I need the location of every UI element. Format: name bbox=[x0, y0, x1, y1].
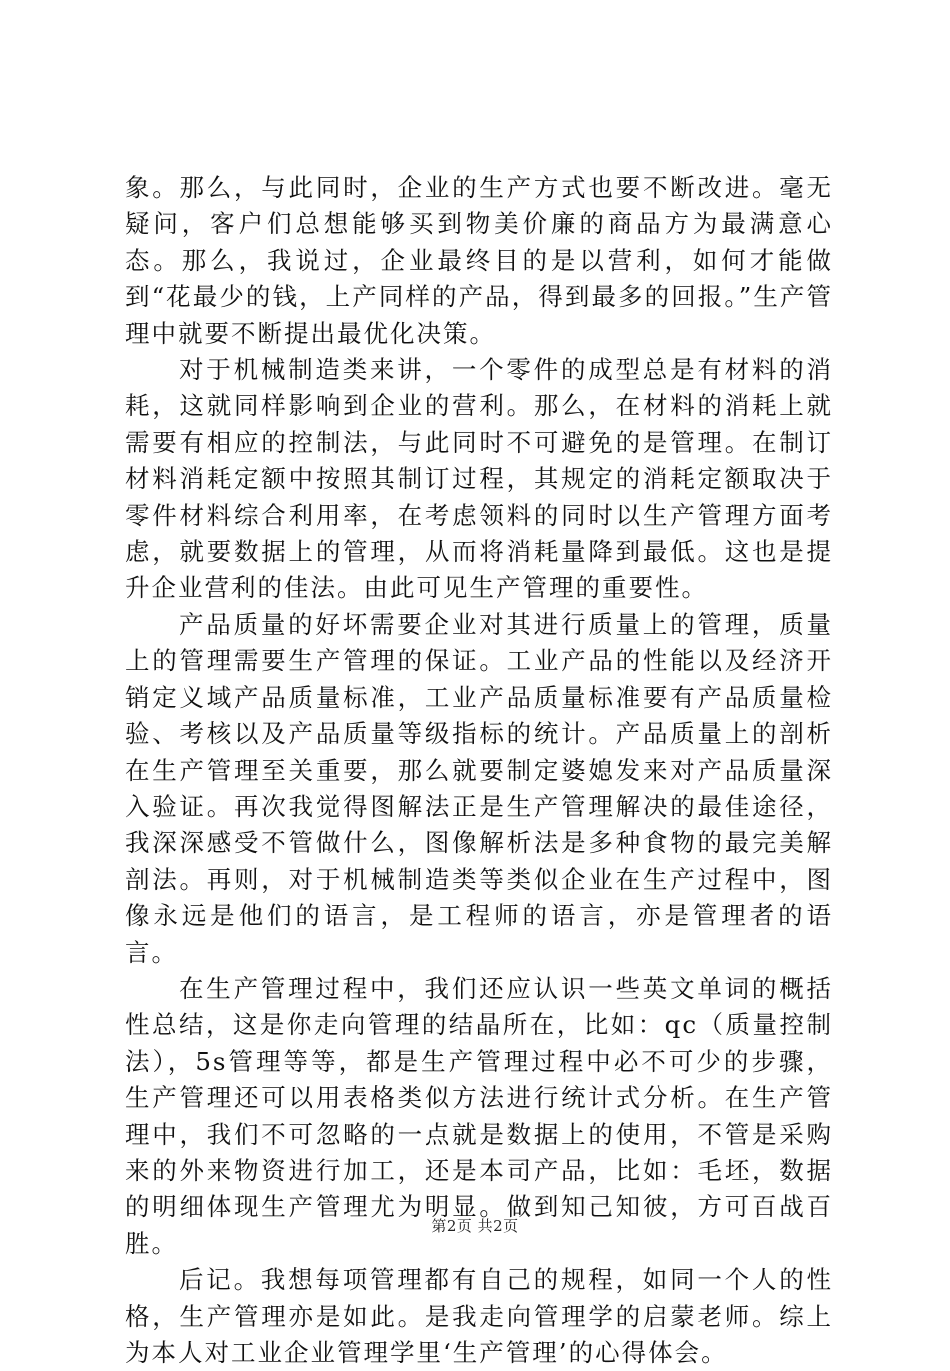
paragraph-material-consumption: 对于机械制造类来讲，一个零件的成型总是有材料的消耗，这就同样影响到企业的营利。那么，在材料的消耗上就需要有相应的控制法，与此同时不可避免的是管理。在制订材料消耗定额中按照其制订过程，其规定的消耗定额取决于零件材料综合利用率，在考虑领料的同时以生产管理方面考虑，就要数据上的管理，从而将消耗量降到最低。这也是提升企业营利的佳法。由此可见生产管理的重要性。 bbox=[125, 355, 833, 603]
paragraph-product-quality: 产品质量的好坏需要企业对其进行质量上的管理，质量上的管理需要生产管理的保证。工业产品的性能以及经济开销定义域产品质量标准，工业产品质量标准要有产品质量检验、考核以及产品质量等级指标的统计。产品质量上的剖析在生产管理至关重要，那么就要制定婆媳发来对产品质量深入验证。再次我觉得图解法正是生产管理解决的最佳途径，我深深感受不管做什么，图像解析法是多种食物的最完美解剖法。再则，对于机械制造类等类似企业在生产过程中，图像永远是他们的语言，是工程师的语言，亦是管理者的语言。 bbox=[125, 609, 833, 967]
paragraph-continued: 象。那么，与此同时，企业的生产方式也要不断改进。毫无疑问，客户们总想能够买到物美价廉的商品方为最满意心态。那么，我说过，企业最终目的是以营利，如何才能做到“花最少的钱，上产同样的产品，得到最多的回报。”生产管理中就要不断提出最优化决策。 bbox=[125, 173, 833, 348]
page-number-footer: 第2页 共2页 bbox=[431, 1217, 519, 1235]
paragraph-management-terms: 在生产管理过程中，我们还应认识一些英文单词的概括性总结，这是你走向管理的结晶所在，比如：qc（质量控制法），5s管理等等，都是生产管理过程中必不可少的步骤，生产管理还可以用表格类似方法进行统计式分析。在生产管理中，我们不可忽略的一点就是数据上的使用，不管是采购来的外来物资进行加工，还是本司产品，比如：毛坯，数据的明细体现生产管理尤为明显。做到知己知彼，方可百战百胜。 bbox=[125, 973, 833, 1258]
paragraph-postscript: 后记。我想每项管理都有自己的规程，如同一个人的性格，生产管理亦是如此。是我走向管理学的启蒙老师。综上为本人对工业企业管理学里‘生产管理’的心得体会。 bbox=[125, 1265, 833, 1367]
document-body bbox=[125, 170, 833, 1371]
